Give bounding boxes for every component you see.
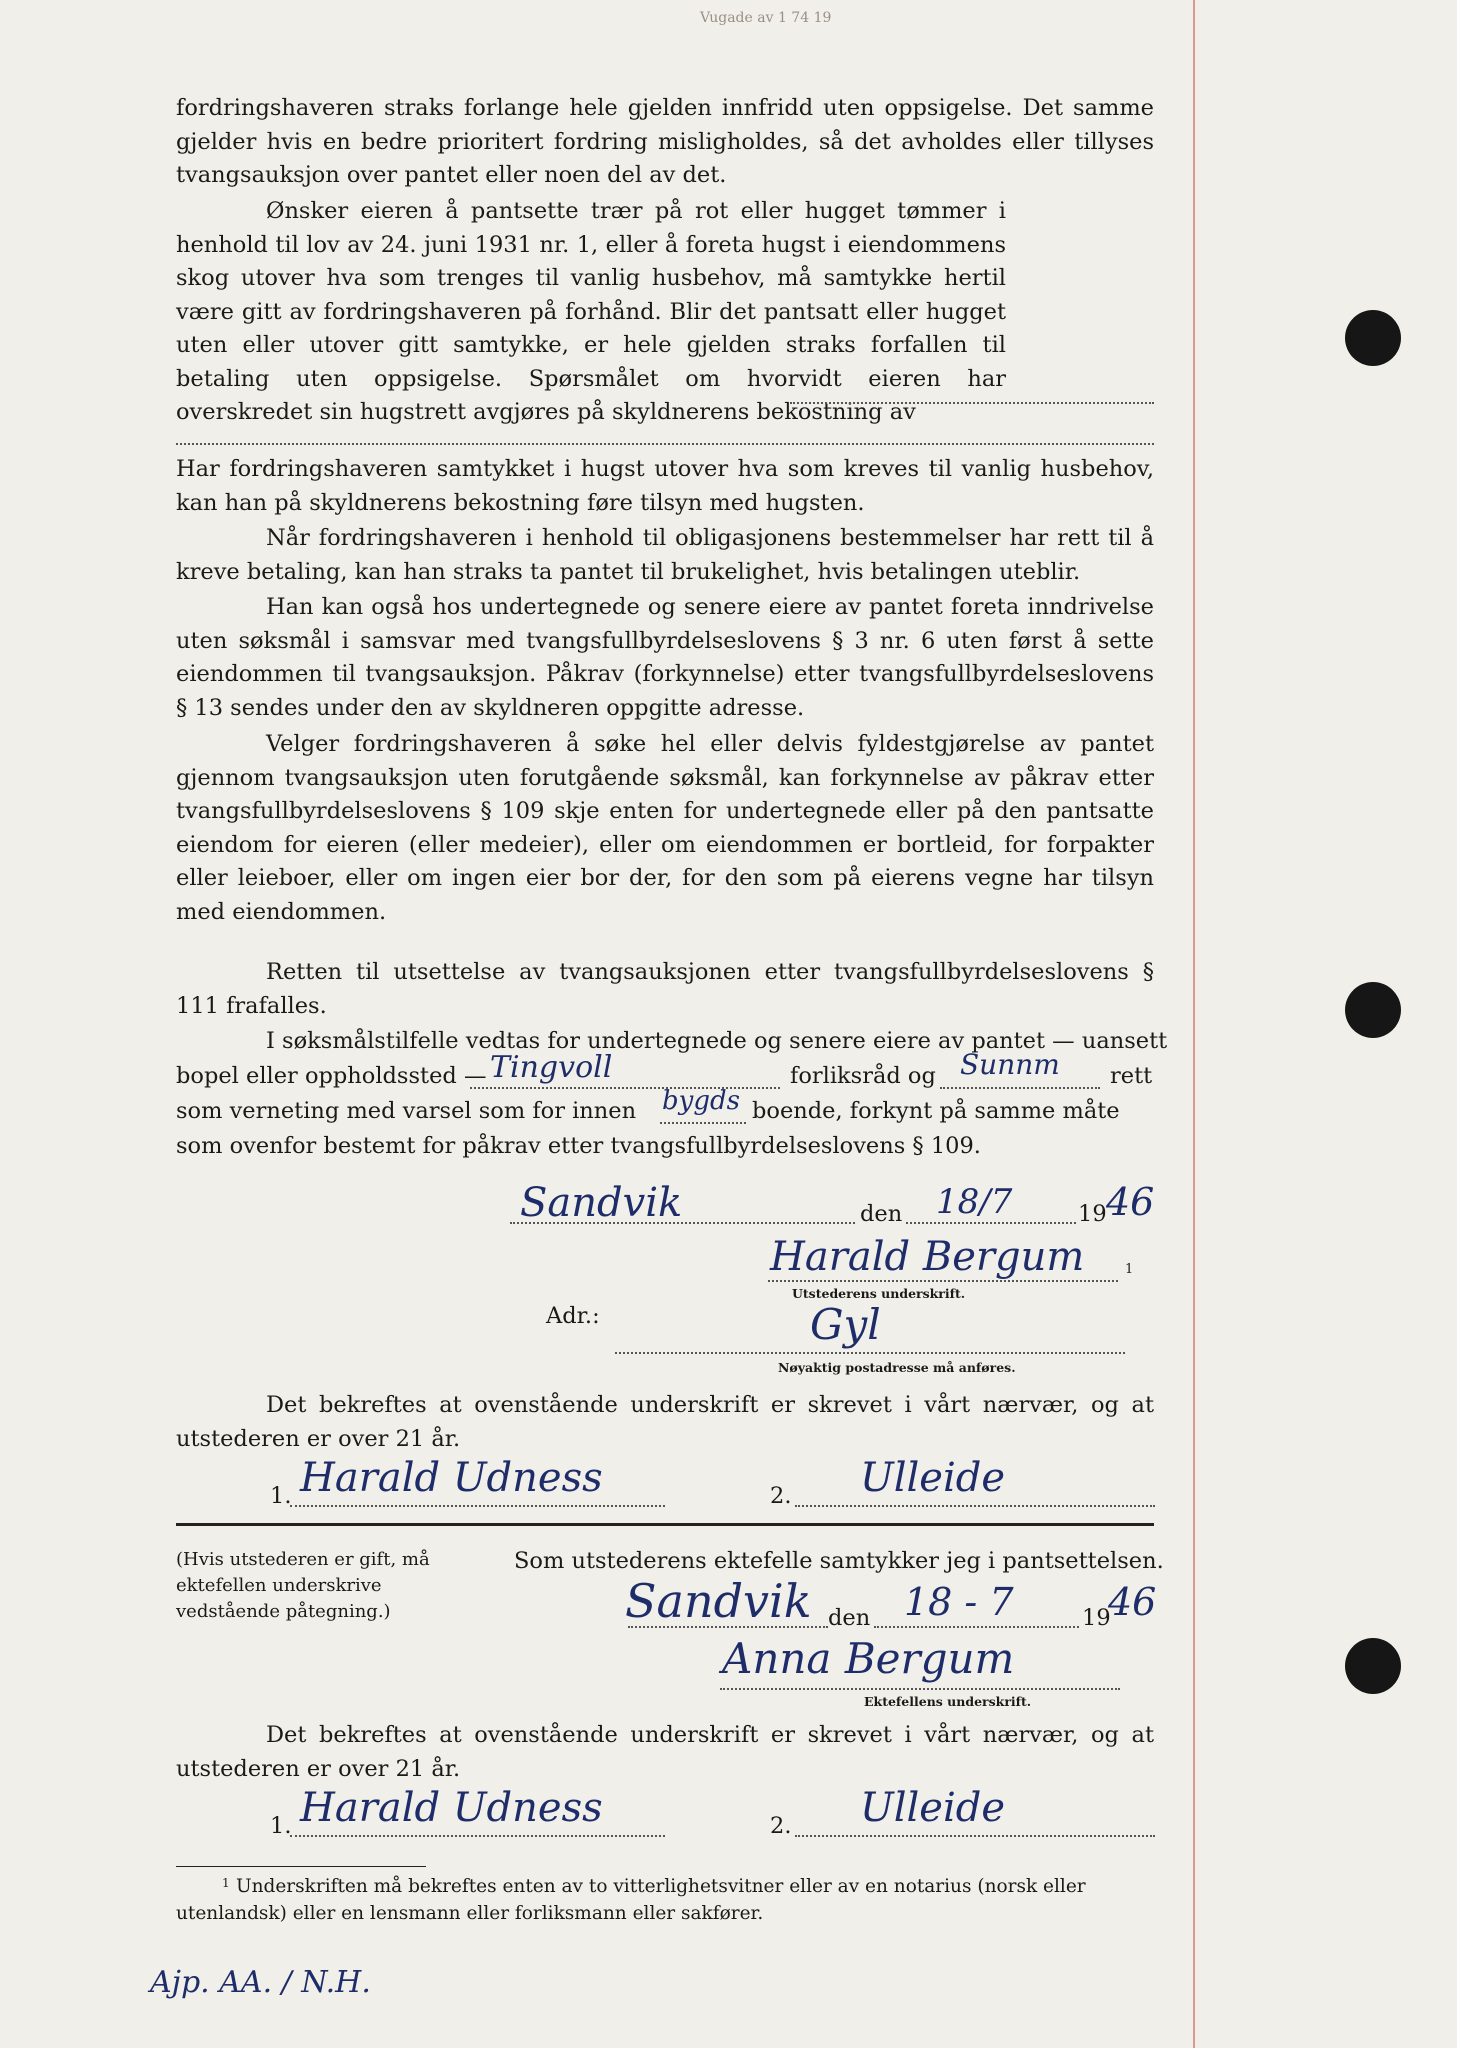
handwritten-witness-2a: Ulleide — [860, 1455, 1006, 1501]
footnote-number: 1 — [222, 1876, 230, 1890]
witness-2-label-b: 2. — [770, 1813, 792, 1839]
den-label-1: den — [860, 1201, 903, 1227]
venue-som-label: som verneting med varsel som for innen — [176, 1098, 637, 1124]
dotted-fill-line — [795, 1835, 1155, 1837]
paragraph-3: Har fordringshaveren samtykket i hugst utover hva som kreves til vanlig husbehov, kan han på skyldnerens bekostning føre tilsyn med hugsten. — [176, 456, 1154, 516]
section-divider — [176, 1523, 1154, 1526]
dotted-fill-line — [720, 1688, 1120, 1690]
handwritten-witness-1a: Harald Udness — [300, 1455, 603, 1501]
handwritten-date-2: 18 - 7 — [904, 1580, 1014, 1624]
dotted-fill-line — [795, 1505, 1155, 1507]
married-note: (Hvis utstederen er gift, må ektefellen underskrive vedstående påtegning.) — [176, 1549, 430, 1622]
handwritten-place-2: Sandvik — [625, 1574, 812, 1628]
dotted-fill-line — [176, 443, 1154, 445]
handwritten-date-1: 18/7 — [936, 1182, 1013, 1222]
handwritten-innen: bygds — [662, 1086, 740, 1116]
address-caption: Nøyaktig postadresse må anføres. — [778, 1360, 1016, 1375]
handwritten-place-1: Sandvik — [520, 1180, 683, 1226]
paragraph-5: Han kan også hos undertegnede og senere eiere av pantet foreta inndrivelse uten søksmål i samsvar med tvangsfullbyrdelseslovens § 3 nr. 6 uten først å sette eiendommen til tvangsauksjon. Påkrav (forkynnelse) etter tvangsfullbyrdelseslovens § 13 sendes under den av skyldneren oppgitte adresse. — [176, 594, 1154, 721]
confirmation-text-2: Det bekreftes at ovenstående underskrift er skrevet i vårt nærvær, og at utstederen er over 21 år. — [176, 1722, 1154, 1782]
dotted-fill-line — [940, 1087, 1100, 1089]
spouse-caption: Ektefellens underskrift. — [864, 1694, 1032, 1709]
paragraph-2: Ønsker eieren å pantsette trær på rot eller hugget tømmer i henhold til lov av 24. juni 1931 nr. 1, eller å foreta hugst i eiendommens skog utover hva som trenges til vanlig husbehov, må samtykke hertil være gitt av fordringshaveren på forhånd. Blir det pantsatt eller hugget uten eller utover gitt samtykke, er hele gjelden straks forfallen til betaling uten oppsigelse. Spørsmålet om hvorvidt eieren har overskredet sin hugstrett avgjøres på skyldnerens bekostning av — [176, 198, 1006, 425]
witness-1-label-b: 1. — [270, 1813, 292, 1839]
paragraph-7: Retten til utsettelse av tvangsauksjonen etter tvangsfullbyrdelseslovens § 111 frafalles. — [176, 959, 1154, 1019]
venue-forliksrad-label: forliksråd og — [790, 1063, 936, 1089]
handwritten-forliksrad: Tingvoll — [490, 1050, 613, 1085]
dotted-fill-line — [790, 402, 1154, 404]
venue-bopel-label: bopel eller oppholdssted — — [176, 1063, 487, 1089]
handwritten-year-1: 46 — [1106, 1180, 1155, 1224]
venue-text-line-4: som ovenfor bestemt for påkrav etter tvangsfullbyrdelseslovens § 109. — [176, 1133, 981, 1159]
handwritten-witness-1b: Harald Udness — [300, 1785, 603, 1831]
handwritten-spouse-signature: Anna Bergum — [722, 1634, 1015, 1683]
paragraph-1: fordringshaveren straks forlange hele gjelden innfridd uten oppsigelse. Det samme gjelder hvis en bedre prioritert fordring misligholdes, så det avholdes eller tillyses tvangsauksjon over pantet eller noen del av det. — [176, 95, 1154, 188]
year-prefix-2: 19 — [1082, 1605, 1111, 1631]
witness-2-label-a: 2. — [770, 1483, 792, 1509]
handwritten-margin-note: Ajp. AA. / N.H. — [150, 1965, 371, 2000]
header-stamp: Vugade av 1 74 19 — [700, 10, 832, 26]
year-prefix-1: 19 — [1078, 1201, 1107, 1227]
dotted-fill-line — [290, 1835, 665, 1837]
punch-hole-middle — [1345, 982, 1401, 1038]
signature-caption: Utstederens underskrift. — [792, 1286, 966, 1301]
den-label-2: den — [828, 1605, 871, 1631]
paragraph-6: Velger fordringshaveren å søke hel eller delvis fyldestgjørelse av pantet gjennom tvangsauksjon uten forutgående søksmål, kan forkynnelse av påkrav etter tvangsfullbyrdelseslovens § 109 skje enten for undertegnede eller på den pantsatte eiendom for eieren (eller medeier), eller om eiendommen er bortleid, for forpakter eller leieboer, eller om ingen eier bor der, for den som på eierens vegne har tilsyn med eiendommen. — [176, 731, 1154, 925]
confirmation-text-1: Det bekreftes at ovenstående underskrift er skrevet i vårt nærvær, og at utstederen er over 21 år. — [176, 1392, 1154, 1452]
dotted-fill-line — [768, 1280, 1118, 1282]
dotted-fill-line — [615, 1352, 1125, 1354]
footnote-marker: 1 — [1125, 1262, 1134, 1277]
handwritten-witness-2b: Ulleide — [860, 1785, 1006, 1831]
handwritten-address: Gyl — [810, 1300, 881, 1349]
footnote-text: Underskriften må bekreftes enten av to vitterlighetsvitner eller av en notarius (norsk eller utenlandsk) eller en lensmann eller forliksmann eller sakfører. — [176, 1876, 1086, 1924]
address-label: Adr.: — [546, 1303, 600, 1329]
handwritten-signature-issuer: Harald Bergum — [770, 1234, 1085, 1280]
handwritten-year-2: 46 — [1108, 1580, 1157, 1624]
venue-text-line-1: I søksmålstilfelle vedtas for undertegnede og senere eiere av pantet — uansett — [266, 1028, 1168, 1054]
venue-boende-label: boende, forkynt på samme måte — [752, 1098, 1120, 1124]
footnote-divider — [176, 1866, 426, 1867]
dotted-fill-line — [874, 1626, 1079, 1628]
punch-hole-top — [1345, 310, 1401, 366]
dotted-fill-line — [290, 1505, 665, 1507]
paragraph-4: Når fordringshaveren i henhold til obligasjonens bestemmelser har rett til å kreve betaling, kan han straks ta pantet til brukelighet, hvis betalingen uteblir. — [176, 525, 1154, 585]
venue-rett-label: rett — [1110, 1063, 1153, 1089]
dotted-fill-line — [906, 1222, 1076, 1224]
dotted-fill-line — [660, 1122, 746, 1124]
margin-line — [1193, 0, 1195, 2048]
handwritten-rett: Sunnm — [960, 1048, 1060, 1081]
spouse-consent-text: Som utstederens ektefelle samtykker jeg i pantsettelsen. — [514, 1548, 1164, 1574]
witness-1-label-a: 1. — [270, 1483, 292, 1509]
punch-hole-bottom — [1345, 1638, 1401, 1694]
